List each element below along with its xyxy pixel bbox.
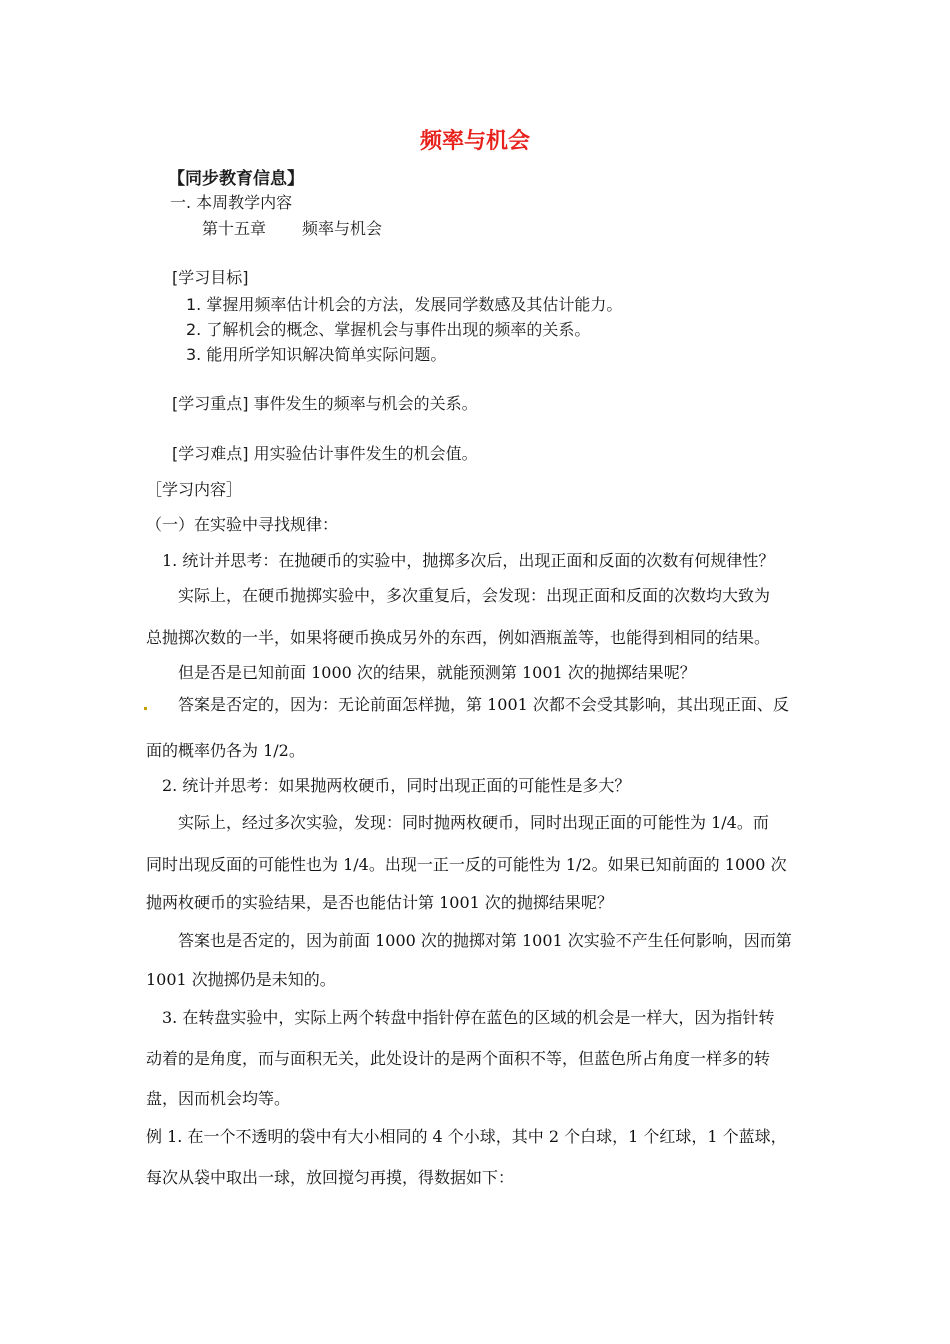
heading-weekly-content: 一. 本周教学内容: [170, 193, 293, 212]
paragraph-line: 动着的是角度，而与面积无关，此处设计的是两个面积不等，但蓝色所占角度一样多的转: [146, 1049, 771, 1068]
paragraph-line: 实际上，在硬币抛掷实验中，多次重复后，会发现：出现正面和反面的次数均大致为: [178, 586, 771, 605]
paragraph-line: 面的概率仍各为 1/2。: [146, 741, 305, 760]
paragraph-line: 盘，因而机会均等。: [146, 1089, 291, 1108]
goal-item: 2. 了解机会的概念、掌握机会与事件出现的频率的关系。: [186, 320, 591, 339]
paragraph-line: 但是否是已知前面 1000 次的结果，就能预测第 1001 次的抛掷结果呢？: [178, 663, 696, 682]
goals-label: [学习目标]: [172, 268, 249, 287]
paragraph-line: 总抛掷次数的一半，如果将硬币换成另外的东西，例如酒瓶盖等，也能得到相同的结果。: [146, 628, 771, 647]
paragraph-line: 3. 在转盘实验中，实际上两个转盘中指针停在蓝色的区域的机会是一样大，因为指针转: [162, 1008, 775, 1027]
goal-item: 3. 能用所学知识解决简单实际问题。: [186, 345, 447, 364]
paragraph-line: 抛两枚硬币的实验结果，是否也能估计第 1001 次的抛掷结果呢？: [146, 893, 613, 912]
goal-item: 1. 掌握用频率估计机会的方法，发展同学数感及其估计能力。: [186, 295, 623, 314]
example-line: 每次从袋中取出一球，放回搅匀再摸，得数据如下：: [146, 1168, 515, 1187]
paragraph-line: 2. 统计并思考：如果抛两枚硬币，同时出现正面的可能性是多大？: [162, 776, 631, 795]
paragraph-line: 实际上，经过多次实验，发现：同时抛两枚硬币，同时出现正面的可能性为 1/4。而: [178, 813, 769, 832]
content-label: ［学习内容］: [146, 480, 243, 499]
chapter-number: 第十五章: [202, 219, 267, 238]
decorative-dot: [144, 707, 147, 710]
paragraph-line: 1001 次抛掷仍是未知的。: [146, 970, 336, 989]
part-heading: （一）在实验中寻找规律：: [146, 515, 339, 534]
paragraph-line: 答案也是否定的，因为前面 1000 次的抛掷对第 1001 次实验不产生任何影响，因而第: [178, 931, 792, 950]
key-point: [学习重点] 事件发生的频率与机会的关系。: [172, 394, 478, 413]
section-header: 【同步教育信息】: [168, 169, 304, 189]
example-line: 例 1. 在一个不透明的袋中有大小相同的 4 个小球，其中 2 个白球，1 个红球，1 个蓝球，: [146, 1127, 787, 1146]
chapter-title: 频率与机会: [302, 219, 383, 238]
paragraph-line: 答案是否定的，因为：无论前面怎样抛，第 1001 次都不会受其影响，其出现正面、反: [178, 695, 789, 714]
difficult-point: [学习难点] 用实验估计事件发生的机会值。: [172, 444, 478, 463]
paragraph-line: 同时出现反面的可能性也为 1/4。出现一正一反的可能性为 1/2。如果已知前面的 1000 次: [146, 855, 787, 874]
paragraph-line: 1. 统计并思考：在抛硬币的实验中，抛掷多次后，出现正面和反面的次数有何规律性？: [162, 551, 775, 570]
page-title: 频率与机会: [419, 129, 530, 154]
